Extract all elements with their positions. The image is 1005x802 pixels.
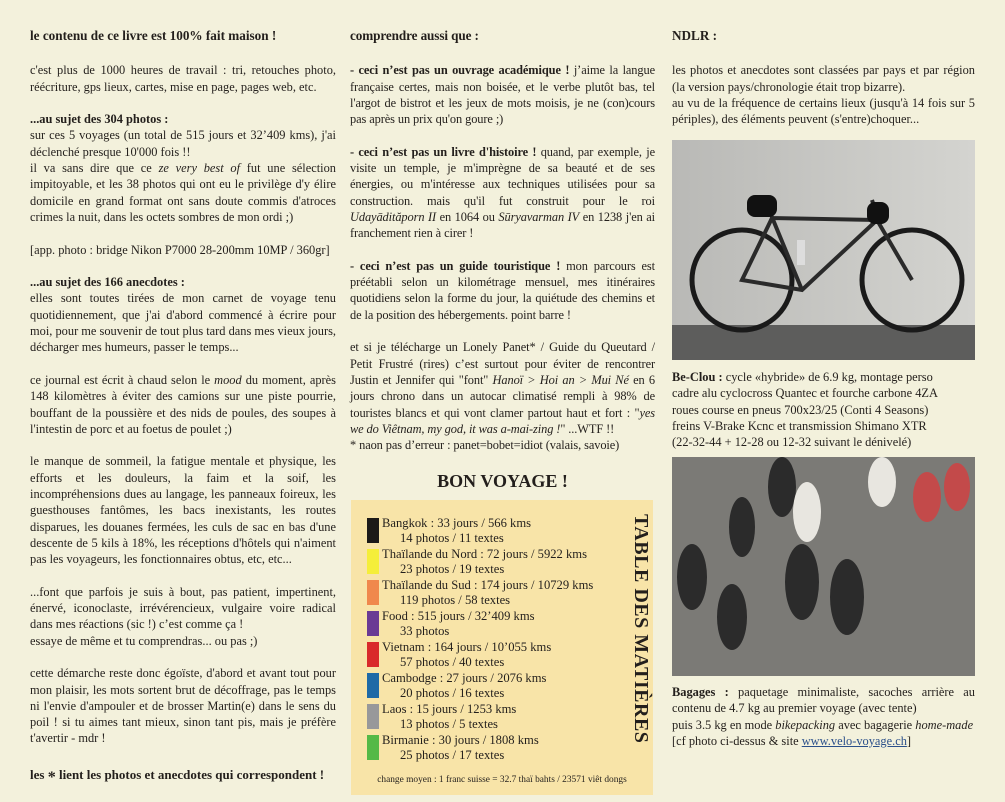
text-segment: sur ces 5 voyages (un total de 515 jours et 32’409 kms), j'ai déclenché presque 10'000 fois !! — [30, 128, 336, 159]
text-segment: cycle «hybride» de 6.9 kg, montage perso — [722, 370, 933, 384]
text-segment: Hanoï > Hoi an > Mui Né — [492, 372, 629, 387]
text-segment: il va sans dire que ce — [30, 161, 159, 176]
text-segment: avec bagagerie — [835, 717, 916, 732]
text-segment: cette démarche reste donc égoïste, d'abord et avant tout pour mon plaisir, les mots sortent brut de décoffrage, pas le temps ni l'envie d'ampouler et de brosser Martin(e) dans le sens du poil ! si tu aimes tant mieux, sinon tant pis, mais je préfère t'avertir - mdr ! — [30, 666, 336, 746]
text-segment: du moment, après 148 kilomètres à éviter des camions sur une piste pourrie, bouffant de la poussière et des nids de poules, des soupes à l'intestin de porc et au foetus de poulet ;) — [30, 372, 336, 436]
text-segment: les — [30, 766, 48, 782]
toc-entry-counts: 33 photos — [400, 624, 450, 639]
text-segment: en 1238 j'en ai franchement rien à cirer ! — [350, 209, 656, 241]
toc-entry-counts: 57 photos / 40 textes — [400, 655, 505, 670]
paragraph — [30, 62, 336, 95]
text-segment: * — [47, 768, 56, 786]
text-segment: le manque de sommeil, la fatigue mentale et physique, les efforts et les douleurs, la faim et la soif, les incompréhensions dues au langage, les panneaux foireux, les guesthouses fantômes, les bacs inexistants, les routes disparues, les douanes fermées, les culs de sac en bas d'une descente de 5 kils à 18%, les réceptions d'hôtels qui n'aiment pas les voyageurs, les fonctionnaires obtus, etc, etc... — [30, 454, 336, 567]
toc-entry-counts: 13 photos / 5 textes — [400, 717, 498, 732]
color-swatch — [367, 611, 379, 636]
middle-column — [350, 28, 655, 795]
toc-entry-title: Food : 515 jours / 32’409 kms — [382, 608, 535, 623]
text-segment: - ceci n’est pas un livre d'histoire ! — [350, 144, 537, 159]
text-segment: yes we do Viêtnam, my god, it was a-mai-zing ! — [350, 405, 655, 436]
color-swatch — [367, 673, 379, 698]
middle-text — [350, 28, 655, 453]
website-link[interactable]: www.velo-voyage.ch — [801, 733, 907, 748]
paragraph — [350, 144, 655, 242]
text-segment: Udayādităporn II — [350, 209, 437, 224]
text-segment: NDLR : — [672, 28, 718, 43]
text-segment: - ceci n’est pas un guide touristique ! — [350, 258, 561, 273]
text-segment: au vu de la fréquence de certains lieux (jusqu'à 14 fois sur 5 périples), des éléments peuvent (s'entre)choquer... — [672, 95, 975, 127]
color-swatch — [367, 704, 379, 729]
text-segment: [cf photo ci-dessus & site — [672, 733, 802, 748]
text-segment: " ...WTF !! — [560, 421, 615, 436]
toc-entry-counts: 119 photos / 58 textes — [400, 593, 511, 608]
text-segment: (22-32-44 + 12-28 ou 12-32 suivant le dénivelé) — [672, 435, 912, 450]
paragraph — [30, 242, 336, 258]
paragraph — [350, 258, 655, 323]
paragraph — [30, 584, 336, 649]
text-segment: * naon pas d’erreur : panet=bobet=idiot (valais, savoie) — [350, 438, 620, 453]
paragraph — [30, 767, 336, 786]
paragraph — [30, 453, 336, 567]
toc-entry-counts: 14 photos / 11 textes — [400, 531, 504, 546]
toc-entry-title: Thaïlande du Sud : 174 jours / 10729 kms — [382, 577, 594, 592]
color-swatch — [367, 735, 379, 760]
text-segment: Bagages : — [672, 685, 729, 699]
text-segment: mood — [214, 372, 242, 387]
text-segment: Sūryavarman IV — [498, 209, 580, 224]
text-segment: - ceci n’est pas un ouvrage académique ! — [350, 63, 570, 78]
text-segment: freins V-Brake Kcnc et transmission Shimano XTR — [672, 418, 927, 433]
text-segment: elles sont toutes tirées de mon carnet de voyage tenu quotidiennement, que j'ai d'abord commencé à écrire pour moi, pour me souvenir de tout plus tard dans mes vieux jours, décharger mes humeurs, passer le temps... — [30, 291, 336, 355]
text-segment: en 6 jours chrono dans un autocar climatisé rempli à 98% de touristes blancs et qui vont clamer partout haut et fort : " — [350, 372, 655, 420]
text-segment: bikepacking — [775, 717, 836, 732]
section-heading — [30, 28, 336, 44]
text-segment: [app. photo : bridge Nikon P7000 28-200mm 10MP / 360gr] — [30, 242, 330, 257]
text-segment: lient les photos et anecdotes qui correspondent ! — [55, 766, 325, 782]
paragraph — [30, 372, 336, 437]
text-segment: et si je télécharge un Lonely Panet* / Guide du Queutard / Petit Frustré (rires) c’est surtout pour éviter de rencontrer Justin et Jennifer qui "font" — [350, 340, 655, 387]
paragraph — [350, 339, 655, 453]
text-segment: ] — [906, 733, 912, 748]
color-swatch — [367, 549, 379, 574]
sandals-photo — [672, 457, 975, 676]
toc-entry-title: Birmanie : 30 jours / 1808 kms — [382, 732, 539, 747]
bicycle-photo — [672, 140, 975, 360]
left-column — [30, 28, 336, 802]
toc-entry-title: Vietnam : 164 jours / 10’055 kms — [382, 639, 552, 654]
bicycle-caption — [672, 369, 975, 450]
text-segment: quand, par exemple, je visite un temple, je m'imprègne de sa beauté et de ses énergies, ou m'intéresse aux techniques utilisées pour sa construction. mais qu'il fut construit pour le roi — [350, 144, 655, 208]
paragraph — [30, 665, 336, 746]
color-swatch — [367, 580, 379, 605]
text-segment: home-made — [915, 717, 974, 732]
right-column — [672, 28, 975, 144]
text-segment: puis 3.5 kg en mode — [672, 717, 776, 732]
toc-entry-title: Laos : 15 jours / 1253 kms — [382, 701, 517, 716]
toc-title: TABLE DES MATIÈRES — [630, 513, 652, 744]
text-segment: comprendre aussi que : — [350, 28, 479, 43]
text-segment: essaye de même et tu comprendras... ou pas ;) — [30, 633, 258, 648]
section-heading — [350, 28, 655, 44]
section-heading — [672, 28, 975, 44]
table-of-contents — [351, 500, 653, 795]
paragraph — [30, 111, 336, 225]
bon-voyage-heading: BON VOYAGE ! — [437, 470, 568, 491]
text-segment: j’aime la langue française certes, mais non boisée, et le verbe plutôt bas, tel l'argot de bistrot et les jeux de mots moisis, je ne (con)cours pas après un prix qu'on goure ;) — [350, 63, 655, 127]
paragraph — [30, 274, 336, 355]
exchange-rate-note: change moyen : 1 franc suisse = 32.7 thaï bahts / 23571 viêt dongs — [377, 775, 627, 786]
text-segment: ...au sujet des 304 photos : — [30, 112, 169, 127]
text-segment: cadre alu cyclocross Quantec et fourche carbone 4ZA — [672, 386, 938, 401]
text-segment: roues course en pneus 700x23/25 (Conti 4 Seasons) — [672, 402, 929, 417]
paragraph — [672, 62, 975, 127]
toc-entry-title: Thaïlande du Nord : 72 jours / 5922 kms — [382, 546, 587, 561]
color-swatch — [367, 518, 379, 543]
text-segment: les photos et anecdotes sont classées par pays et par région (la version pays/chronologie était trop bizarre). — [672, 63, 975, 94]
text-segment: ...font que parfois je suis à bout, pas patient, impertinent, énervé, iconoclaste, irrévérencieux, vulgaire voire radical dans mes réactions (sic !) c’est comme ça ! — [30, 584, 336, 632]
text-segment: fut une sélection impitoyable, et les 38 photos qui ont eu le privilège d'y élire domicile en grand format ont sans doute commis d'atroces crimes la nuit, dans les octets sombres de mon ordi ;) — [30, 161, 336, 224]
toc-entry-counts: 20 photos / 16 textes — [400, 686, 505, 701]
toc-entry-title: Cambodge : 27 jours / 2076 kms — [382, 670, 547, 685]
text-segment: paquetage minimaliste, sacoches arrière au contenu de 4.7 kg au premier voyage (avec tente) — [672, 685, 975, 716]
paragraph — [350, 62, 655, 127]
toc-entry-counts: 23 photos / 19 textes — [400, 562, 505, 577]
text-segment: ce journal est écrit à chaud selon le — [30, 372, 215, 387]
text-segment: ...au sujet des 166 anecdotes : — [30, 275, 185, 290]
text-segment: mon parcours est préétabli selon un kilométrage mensuel, mes itinéraires quotidiens selon la forme du jour, la quiétude des chemins et de la position des hébergements. point barre ! — [350, 258, 655, 322]
color-swatch — [367, 642, 379, 667]
text-segment: en 1064 ou — [436, 209, 499, 224]
toc-entry-title: Bangkok : 33 jours / 566 kms — [382, 515, 532, 530]
text-segment: Be-Clou : — [672, 370, 723, 384]
text-segment: le contenu de ce livre est 100% fait maison ! — [30, 28, 277, 43]
toc-entry-counts: 25 photos / 17 textes — [400, 748, 505, 763]
text-segment: c'est plus de 1000 heures de travail : tri, retouches photo, réécriture, gps lieux, cartes, mise en page, pages web, etc. — [30, 63, 336, 94]
luggage-caption — [672, 684, 975, 749]
text-segment: ze very best of — [158, 161, 241, 176]
